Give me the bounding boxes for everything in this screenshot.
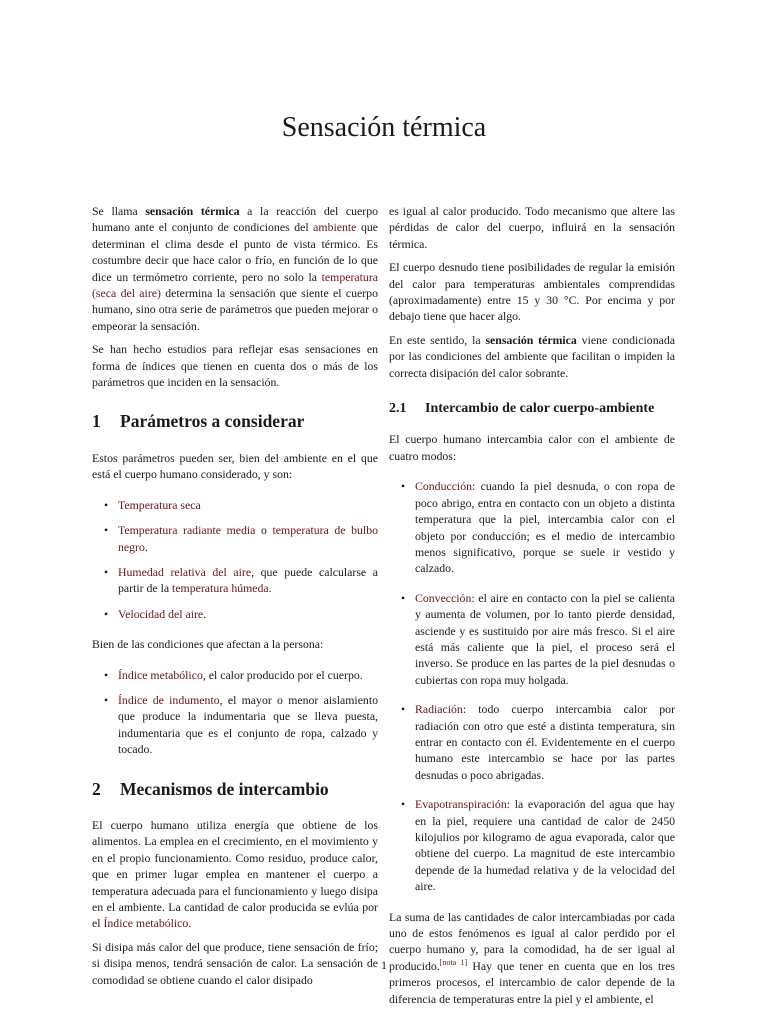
list-item bbox=[92, 497, 378, 513]
page-title: Sensación térmica bbox=[281, 112, 487, 143]
text: , que puede calcularse a partir de la bbox=[118, 564, 378, 596]
list-item bbox=[92, 564, 378, 597]
text: Se llama bbox=[92, 204, 146, 218]
bold-term: sensación térmica bbox=[145, 204, 240, 218]
section-2-paragraph-2-end: es igual al calor producido. Todo mecanismo que altere las pérdidas de calor del cuerpo, influirá en la sensación térmica. bbox=[389, 204, 675, 251]
link-conduccion[interactable]: Conducción bbox=[415, 479, 473, 494]
link-indice-indumento[interactable]: Índice de indumento bbox=[118, 692, 220, 707]
bullet: • bbox=[401, 479, 406, 494]
link-temperatura-seca[interactable]: Temperatura seca bbox=[118, 497, 201, 512]
subsection-title: Intercambio de calor cuerpo-ambiente bbox=[425, 401, 655, 417]
section-2-heading bbox=[92, 778, 378, 799]
text: determina la sensación que siente el cuerpo humano, sino otra serie de parámetros que pueden mejorar o empeorar la sensación. bbox=[92, 286, 378, 333]
bullet: • bbox=[104, 497, 109, 512]
list-item bbox=[92, 692, 378, 758]
right-column bbox=[389, 203, 675, 1014]
link-indice-metabolico-2[interactable]: Índice metabólico bbox=[103, 916, 189, 931]
bullet: • bbox=[104, 523, 109, 538]
section-number: 2 bbox=[92, 778, 101, 799]
section-2-paragraph-3: El cuerpo desnudo tiene posibilidades de regular la emisión del calor para temperaturas ambientales comprendidas (aproximadamente) entre 15 y 30 °C. Por encima y por debajo tiene que hacer algo. bbox=[389, 260, 675, 324]
text: , el calor producido por el cuerpo. bbox=[202, 667, 363, 682]
list-item bbox=[389, 701, 675, 783]
text: a la reacción del cuerpo humano ante el conjunto de condiciones del bbox=[92, 204, 378, 235]
exchange-modes-list bbox=[389, 478, 675, 894]
section-1-heading bbox=[92, 411, 378, 432]
text: o bbox=[255, 523, 273, 538]
list-item bbox=[389, 796, 675, 894]
parameters-list bbox=[92, 497, 378, 622]
section-number: 1 bbox=[92, 411, 101, 432]
text: , el mayor o menor aislamiento que produce la indumentaria que se lleva puesta, indumentaria que es el conjunto de ropa, calzado y tocado. bbox=[118, 692, 379, 757]
section-2-paragraph-1 bbox=[92, 817, 378, 932]
text: . bbox=[188, 916, 192, 931]
footnote-link[interactable]: [nota 1] bbox=[439, 957, 468, 967]
link-indice-metabolico[interactable]: Índice metabólico bbox=[118, 667, 203, 682]
subsection-2-1-heading bbox=[389, 401, 675, 417]
list-item bbox=[389, 590, 675, 688]
bullet: • bbox=[104, 606, 109, 621]
subsection-paragraph-1: El cuerpo humano intercambia calor con el ambiente de cuatro modos: bbox=[389, 432, 675, 463]
section-title: Parámetros a considerar bbox=[120, 411, 305, 432]
text: En este sentido, la bbox=[389, 332, 486, 347]
list-item bbox=[92, 667, 378, 683]
text: viene condicionada por las condiciones del ambiente que facilitan o impiden la correcta disipación del calor sobrante. bbox=[389, 332, 675, 380]
bullet: • bbox=[104, 667, 109, 682]
link-evapotranspiracion[interactable]: Evapotranspiración bbox=[415, 797, 507, 812]
list-item bbox=[389, 478, 675, 576]
page-number: 1 bbox=[381, 958, 387, 972]
text: . bbox=[203, 606, 207, 621]
text: . bbox=[268, 581, 272, 596]
link-temperatura-radiante[interactable]: Temperatura radiante media bbox=[118, 523, 256, 538]
section-1-paragraph-1: Estos parámetros pueden ser, bien del ambiente en el que está el cuerpo humano considerado, y son: bbox=[92, 450, 378, 482]
link-humedad-relativa[interactable]: Humedad relativa del aire bbox=[118, 564, 252, 579]
link-conveccion[interactable]: Convección bbox=[415, 590, 472, 605]
list-item bbox=[92, 522, 378, 555]
text: . bbox=[144, 539, 148, 554]
bullet: • bbox=[401, 702, 406, 717]
intro-paragraph-2: Se han hecho estudios para reflejar esas sensaciones en forma de índices que tienen en cuenta dos o más de los parámetros que inciden en la sensación. bbox=[92, 342, 378, 390]
bullet: • bbox=[104, 564, 109, 579]
person-conditions-list bbox=[92, 667, 378, 758]
link-temperatura-humeda[interactable]: temperatura húmeda bbox=[172, 581, 269, 596]
subsection-number: 2.1 bbox=[389, 401, 407, 417]
bold-term: sensación térmica bbox=[485, 332, 577, 347]
bullet: • bbox=[401, 797, 406, 812]
text: : cuando la piel desnuda, o con ropa de poco abrigo, entra en contacto con un objeto a distinta temperatura que la piel, intercambia calor con el objeto por conducción; es el medio de intercambio menos significativo, porque se suele ir vestido y calzado. bbox=[415, 479, 675, 576]
link-velocidad-aire[interactable]: Velocidad del aire bbox=[118, 606, 204, 621]
left-column bbox=[92, 203, 378, 995]
section-title: Mecanismos de intercambio bbox=[120, 778, 329, 799]
text: que determinan el clima desde el punto de vista térmico. Es costumbre decir que hace calor o frío, en función de lo que dice un termómetro corriente, pero no solo la bbox=[92, 220, 378, 284]
text: El cuerpo humano utiliza energía que obtiene de los alimentos. La emplea en el crecimiento, en el movimiento y en el propio funcionamiento. Como residuo, produce calor, que en primer lugar emplea en mantener el cuerpo a temperatura adecuada para el funcionamiento y luego disipa en el ambiente. La cantidad de calor producida se evlúa por el bbox=[92, 817, 378, 931]
link-bulbo-negro[interactable]: temperatura de bulbo negro bbox=[118, 523, 379, 554]
link-ambiente[interactable]: ambiente bbox=[313, 220, 357, 235]
text: Hay que tener en cuenta que en los tres primeros procesos, el intercambio de calor depende de la diferencia de temperaturas entre la piel y el ambiente, el bbox=[389, 958, 675, 1006]
text: : el aire en contacto con la piel se calienta y aumenta de volumen, por lo tanto pierde densidad, asciende y es sustituido por aire más fresco. Si el aire está más caliente que la piel, el proceso será el inverso. Se produce en las partes de la piel desnudas o cubiertas con ropa muy holgada. bbox=[415, 590, 675, 687]
text: : la evaporación del agua que hay en la piel, requiere una cantidad de calor de 2450 kilojulios por kilogramo de agua evaporada, calor que obtiene del cuerpo. La magnitud de este intercambio depende de la humedad relativa y de la velocidad del aire. bbox=[415, 797, 675, 894]
text: La suma de las cantidades de calor intercambiadas por cada uno de estos fenómenos es igual al calor perdido por el cuerpo humano y, para la comodidad, ha de ser igual al producido. bbox=[389, 909, 675, 973]
link-radiacion[interactable]: Radiación bbox=[415, 702, 463, 717]
intro-paragraph-1 bbox=[92, 203, 378, 334]
bullet: • bbox=[104, 692, 109, 707]
text: : todo cuerpo intercambia calor por radiación con otro que esté a distinta temperatura, sin entrar en contacto con él. Evidentemente en el cuerpo humano este intercambio se hace por las partes desnudas o poco abrigadas. bbox=[415, 702, 675, 782]
link-temperatura[interactable]: temperatura (seca del aire) bbox=[92, 269, 378, 301]
section-2-paragraph-2-start: Si disipa más calor del que produce, tiene sensación de frío; si disipa menos, tendrá sensación de calor. La sensación de comodidad se obtiene cuando el calor disipado bbox=[92, 939, 378, 987]
section-1-paragraph-2: Bien de las condiciones que afectan a la persona: bbox=[92, 637, 324, 652]
list-item bbox=[92, 606, 378, 622]
bullet: • bbox=[401, 590, 406, 605]
section-2-paragraph-4 bbox=[389, 332, 675, 381]
